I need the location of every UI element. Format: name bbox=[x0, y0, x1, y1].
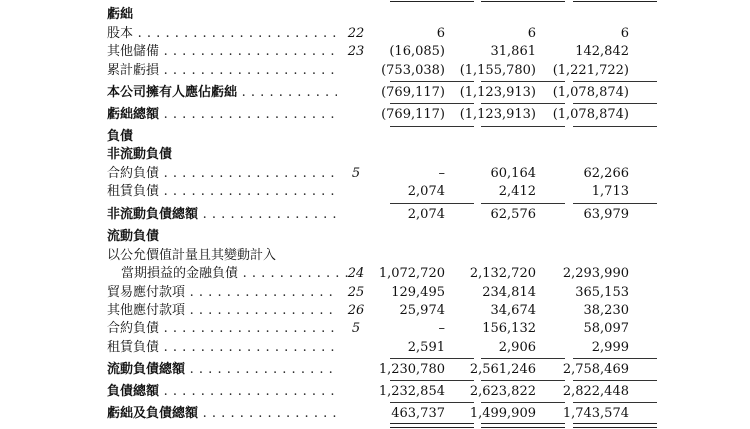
rule-line bbox=[573, 380, 657, 381]
row-label: 非流動負債 bbox=[107, 147, 173, 162]
value-cell: (1,123,913) bbox=[459, 107, 536, 122]
note-ref: 26 bbox=[347, 303, 365, 318]
table-row bbox=[0, 164, 750, 184]
value-cell: 2,906 bbox=[498, 340, 536, 355]
note-ref: 23 bbox=[347, 44, 365, 59]
top-rule bbox=[481, 1, 565, 2]
table-row bbox=[0, 301, 750, 321]
row-label: 貿易應付款項 . . . bbox=[107, 284, 337, 302]
value-cell: 25,974 bbox=[399, 303, 445, 318]
row-label: 合約負債 . . . bbox=[107, 165, 337, 183]
rule-line bbox=[573, 81, 657, 82]
rule-line bbox=[481, 126, 565, 127]
value-cell: 6 bbox=[527, 26, 536, 41]
rule-line bbox=[481, 103, 565, 104]
table-row bbox=[0, 360, 750, 380]
rule-line bbox=[390, 402, 474, 403]
row-label: 本公司擁有人應佔虧絀 . . . bbox=[107, 84, 337, 102]
row-label: 虧絀及負債總額 . . . bbox=[107, 405, 337, 423]
row-label: 當期損益的金融負債 . . . bbox=[121, 265, 351, 283]
table-row bbox=[0, 42, 750, 62]
value-cell: (1,155,780) bbox=[459, 63, 536, 78]
value-cell: (769,117) bbox=[381, 85, 445, 100]
value-cell: 2,074 bbox=[407, 184, 445, 199]
value-cell: 2,561,246 bbox=[469, 362, 536, 377]
value-cell: 2,412 bbox=[498, 184, 536, 199]
note-ref: 25 bbox=[347, 285, 365, 300]
value-cell: 2,623,822 bbox=[469, 384, 536, 399]
value-cell: 463,737 bbox=[391, 406, 445, 421]
rule-line bbox=[390, 103, 474, 104]
value-cell: (769,117) bbox=[381, 107, 445, 122]
row-label: 租賃負債 . . . bbox=[107, 339, 337, 357]
value-cell: (1,078,874) bbox=[552, 85, 629, 100]
value-cell: 365,153 bbox=[575, 285, 629, 300]
value-cell: 31,861 bbox=[490, 44, 536, 59]
value-cell: 129,495 bbox=[391, 285, 445, 300]
value-cell: 1,230,780 bbox=[378, 362, 445, 377]
table-row bbox=[0, 182, 750, 202]
value-cell: 2,074 bbox=[407, 207, 445, 222]
value-cell: 6 bbox=[620, 26, 629, 41]
top-rule bbox=[573, 1, 657, 2]
table-row bbox=[0, 24, 750, 44]
value-cell: 62,576 bbox=[490, 207, 536, 222]
table-row bbox=[0, 105, 750, 125]
value-cell: 63,979 bbox=[583, 207, 629, 222]
note-ref: 22 bbox=[347, 26, 365, 41]
rule-line bbox=[573, 126, 657, 127]
value-cell: (1,078,874) bbox=[552, 107, 629, 122]
rule-line bbox=[481, 358, 565, 359]
row-label: 負債總額 . . . bbox=[107, 383, 337, 401]
note-ref: 24 bbox=[347, 266, 365, 281]
rule-line bbox=[481, 81, 565, 82]
value-cell: (1,221,722) bbox=[552, 63, 629, 78]
value-cell: 2,591 bbox=[407, 340, 445, 355]
double-rule bbox=[573, 423, 657, 428]
note-ref: 5 bbox=[351, 321, 361, 336]
table-row bbox=[0, 227, 750, 247]
table-row bbox=[0, 319, 750, 339]
value-cell: 34,674 bbox=[490, 303, 536, 318]
row-label: 合約負債 . . . bbox=[107, 320, 337, 338]
value-cell: 142,842 bbox=[575, 44, 629, 59]
row-label: 股本 . . . bbox=[107, 25, 337, 43]
value-cell: 156,132 bbox=[482, 321, 536, 336]
rule-line bbox=[390, 203, 474, 204]
value-cell: 58,097 bbox=[583, 321, 629, 336]
row-label: 虧絀總額 . . . bbox=[107, 106, 337, 124]
table-row bbox=[0, 404, 750, 424]
row-label: 其他應付款項 . . . bbox=[107, 302, 337, 320]
row-label: 流動負債 bbox=[107, 229, 160, 244]
table-row bbox=[0, 283, 750, 303]
value-cell: 2,758,469 bbox=[562, 362, 629, 377]
row-label: 租賃負債 . . . bbox=[107, 183, 337, 201]
table-row bbox=[0, 61, 750, 81]
rule-line bbox=[390, 81, 474, 82]
rule-line bbox=[390, 126, 474, 127]
note-ref: 5 bbox=[351, 166, 361, 181]
row-label: 虧絀 bbox=[107, 7, 134, 22]
value-cell: 2,132,720 bbox=[469, 266, 536, 281]
table-row bbox=[0, 5, 750, 25]
double-rule bbox=[390, 423, 474, 428]
value-cell: 2,822,448 bbox=[562, 384, 629, 399]
table-row bbox=[0, 382, 750, 402]
rule-line bbox=[573, 203, 657, 204]
value-cell: (16,085) bbox=[389, 44, 445, 59]
value-cell: (753,038) bbox=[381, 63, 445, 78]
table-row bbox=[0, 145, 750, 165]
value-cell: 1,713 bbox=[591, 184, 629, 199]
row-label: 其他儲備 . . . bbox=[107, 43, 337, 61]
value-cell: 38,230 bbox=[583, 303, 629, 318]
table-row bbox=[0, 127, 750, 147]
value-cell: 2,293,990 bbox=[562, 266, 629, 281]
value-cell: 62,266 bbox=[583, 166, 629, 181]
value-cell: 6 bbox=[436, 26, 445, 41]
table-row bbox=[0, 264, 750, 284]
value-cell: – bbox=[438, 321, 445, 336]
rule-line bbox=[573, 103, 657, 104]
value-cell: 1,072,720 bbox=[378, 266, 445, 281]
rule-line bbox=[390, 358, 474, 359]
value-cell: 234,814 bbox=[482, 285, 536, 300]
rule-line bbox=[573, 402, 657, 403]
value-cell: 2,999 bbox=[591, 340, 629, 355]
table-row bbox=[0, 338, 750, 358]
value-cell: – bbox=[438, 166, 445, 181]
top-rule bbox=[390, 1, 474, 2]
rule-line bbox=[390, 380, 474, 381]
rule-line bbox=[573, 358, 657, 359]
row-label: 非流動負債總額 . . . bbox=[107, 206, 337, 224]
rule-line bbox=[481, 203, 565, 204]
row-label: 累計虧損 . . . bbox=[107, 62, 337, 80]
double-rule bbox=[481, 423, 565, 428]
value-cell: (1,123,913) bbox=[459, 85, 536, 100]
table-row bbox=[0, 246, 750, 266]
value-cell: 1,232,854 bbox=[378, 384, 445, 399]
rule-line bbox=[481, 380, 565, 381]
value-cell: 60,164 bbox=[490, 166, 536, 181]
rule-line bbox=[481, 402, 565, 403]
row-label: 負債 bbox=[107, 129, 134, 144]
table-row bbox=[0, 205, 750, 225]
row-label: 以公允價值計量且其變動計入 bbox=[107, 248, 277, 263]
value-cell: 1,743,574 bbox=[562, 406, 629, 421]
table-row bbox=[0, 83, 750, 103]
row-label: 流動負債總額 . . . bbox=[107, 361, 337, 379]
value-cell: 1,499,909 bbox=[469, 406, 536, 421]
